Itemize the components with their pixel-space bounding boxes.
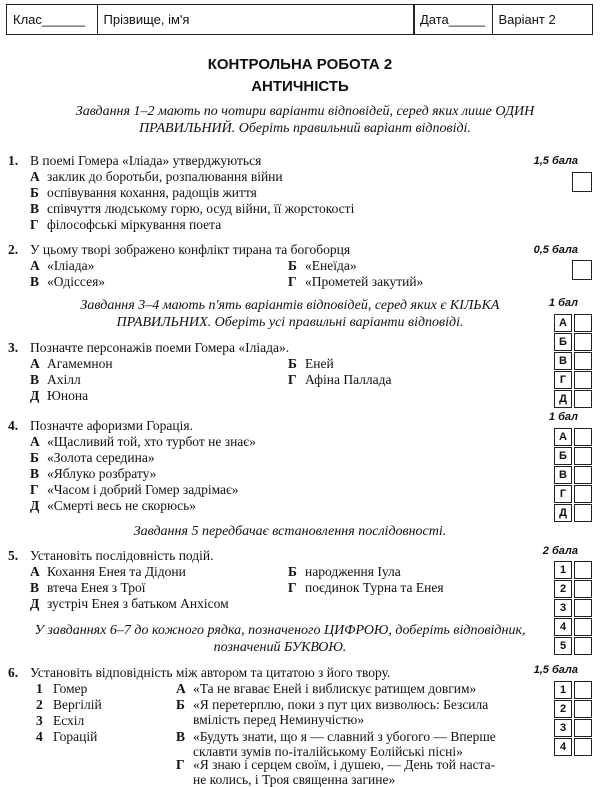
q3-number: 3.	[8, 340, 19, 355]
q2-option-c: В «Одіссея»	[30, 274, 106, 289]
q6-text: Установіть відповідність між автором та цитатою з його твору.	[30, 665, 391, 680]
q3-option-b: Б Еней	[288, 356, 334, 371]
q5-option-d: Г поєдинок Турна та Енея	[288, 580, 444, 595]
q3-box-c[interactable]: В	[554, 352, 592, 370]
q3-text: Позначте персонажів поеми Гомера «Іліада».	[30, 340, 290, 355]
instruction-3: Завдання 5 передбачає встановлення послідовності.	[133, 524, 447, 539]
q5-text: Установіть послідовність подій.	[30, 548, 214, 563]
variant-label: Варіант 2	[492, 4, 593, 35]
q4-box-e[interactable]: Д	[554, 504, 592, 522]
q4-option-d: Г «Часом і добрий Гомер задрімає»	[30, 482, 239, 497]
q4-box-d[interactable]: Г	[554, 485, 592, 503]
q5-number: 5.	[8, 548, 19, 563]
q3-option-a: А Агамемнон	[30, 356, 113, 371]
q6-author-1: 1 Гомер	[36, 681, 88, 696]
q6-box-2[interactable]: 2	[554, 700, 592, 718]
q3-box-a[interactable]: А	[554, 314, 592, 332]
q2-score: 0,5 бала	[533, 244, 578, 256]
q5-option-c: В втеча Енея з Трої	[30, 580, 146, 595]
q3-option-e: Д Юнона	[30, 388, 89, 403]
q1-text: В поемі Гомера «Іліада» утверджуються	[30, 153, 262, 168]
q6-score: 1,5 бала	[533, 664, 578, 676]
q6-quote-d: Г «Я знаю і серцем своїм, і душею, — День той наста- не колись, і Троя священна загине»	[176, 757, 496, 787]
q5-option-b: Б народження Іула	[288, 564, 401, 579]
q5-score: 2 бала	[542, 545, 578, 557]
date-field[interactable]: Дата_____	[413, 4, 493, 35]
q6-quote-b: Б «Я перетерплю, поки з пут цих визволюсь: Безсила вміліcть перед Неминучістю»	[176, 697, 489, 727]
q3-box-e[interactable]: Д	[554, 390, 592, 408]
q5-box-1[interactable]: 1	[554, 561, 592, 579]
q2-answer-box[interactable]	[572, 260, 592, 280]
q6-author-3: 3 Есхіл	[36, 713, 85, 728]
q1-score: 1,5 бала	[533, 155, 578, 167]
q6-box-1[interactable]: 1	[554, 681, 592, 699]
q4-score: 1 бал	[548, 411, 578, 423]
q4-option-b: Б «Золота середина»	[30, 450, 155, 465]
q6-quote-a: А «Та не вгаває Еней і виблискує ратищем довгим»	[176, 681, 477, 696]
q1-answer-box[interactable]	[572, 172, 592, 192]
q4-text: Позначте афоризми Горація.	[30, 418, 193, 433]
q3-score: 1 бал	[548, 297, 578, 309]
q3-option-c: В Ахілл	[30, 372, 81, 387]
q2-option-d: Г «Прометей закутий»	[288, 274, 424, 289]
class-field[interactable]: Клас______	[6, 4, 98, 35]
q5-box-3[interactable]: 3	[554, 599, 592, 617]
q6-box-4[interactable]: 4	[554, 738, 592, 756]
instruction-2: Завдання 3–4 мають п'ять варіантів відповідей, серед яких є КІЛЬКА ПРАВИЛЬНИХ. Оберіть усі правильні варіанти відповіді.	[80, 298, 500, 330]
q1-number: 1.	[8, 153, 19, 168]
q1-option-b: Б оспівування кохання, радощів життя	[30, 185, 257, 200]
q5-box-2[interactable]: 2	[554, 580, 592, 598]
q1-option-a: А заклик до боротьби, розпалювання війни	[30, 169, 283, 184]
q2-option-a: А «Іліада»	[30, 258, 95, 273]
q5-box-5[interactable]: 5	[554, 637, 592, 655]
name-field[interactable]: Прізвище, ім'я	[97, 4, 415, 35]
q1-option-c: В співчуття людському горю, осуд війни, її жорстокості	[30, 201, 355, 216]
q2-option-b: Б «Енеїда»	[288, 258, 357, 273]
student-info-header	[6, 4, 594, 37]
q3-box-d[interactable]: Г	[554, 371, 592, 389]
instruction-4: У завданнях 6–7 до кожного рядка, позначеного ЦИФРОЮ, доберіть відповідник, позначений БУКВОЮ.	[34, 623, 526, 655]
q5-option-a: А Кохання Енея та Дідони	[30, 564, 186, 579]
q2-text: У цьому творі зображено конфлікт тирана та богоборця	[30, 242, 351, 257]
q3-box-b[interactable]: Б	[554, 333, 592, 351]
page-title: КОНТРОЛЬНА РОБОТА 2	[207, 56, 393, 73]
q4-box-a[interactable]: А	[554, 428, 592, 446]
q6-quote-c: В «Будуть знати, що я — славний з убогого — Вперше склавти зумів по-італійському Еолійські пісні»	[176, 729, 496, 759]
instruction-1: Завдання 1–2 мають по чотири варіанти відповідей, серед яких лише ОДИН ПРАВИЛЬНИЙ. Оберіть правильний варіант відповіді.	[75, 104, 535, 136]
page-subtitle: АНТИЧНІСТЬ	[251, 78, 349, 95]
q5-box-4[interactable]: 4	[554, 618, 592, 636]
q4-option-e: Д «Смерті весь не скорюсь»	[30, 498, 196, 513]
q6-number: 6.	[8, 665, 19, 680]
q6-author-2: 2 Вергілій	[36, 697, 102, 712]
q6-box-3[interactable]: 3	[554, 719, 592, 737]
q3-option-d: Г Афіна Паллада	[288, 372, 392, 387]
q1-option-d: Г філософські міркування поета	[30, 217, 222, 232]
q4-number: 4.	[8, 418, 19, 433]
q4-box-c[interactable]: В	[554, 466, 592, 484]
q4-option-a: А «Щасливий той, хто турбот не знає»	[30, 434, 256, 449]
q6-author-4: 4 Горацій	[36, 729, 98, 744]
q4-box-b[interactable]: Б	[554, 447, 592, 465]
q5-option-e: Д зустріч Енея з батьком Анхісом	[30, 596, 229, 611]
q2-number: 2.	[8, 242, 19, 257]
q4-option-c: В «Яблуко розбрату»	[30, 466, 157, 481]
